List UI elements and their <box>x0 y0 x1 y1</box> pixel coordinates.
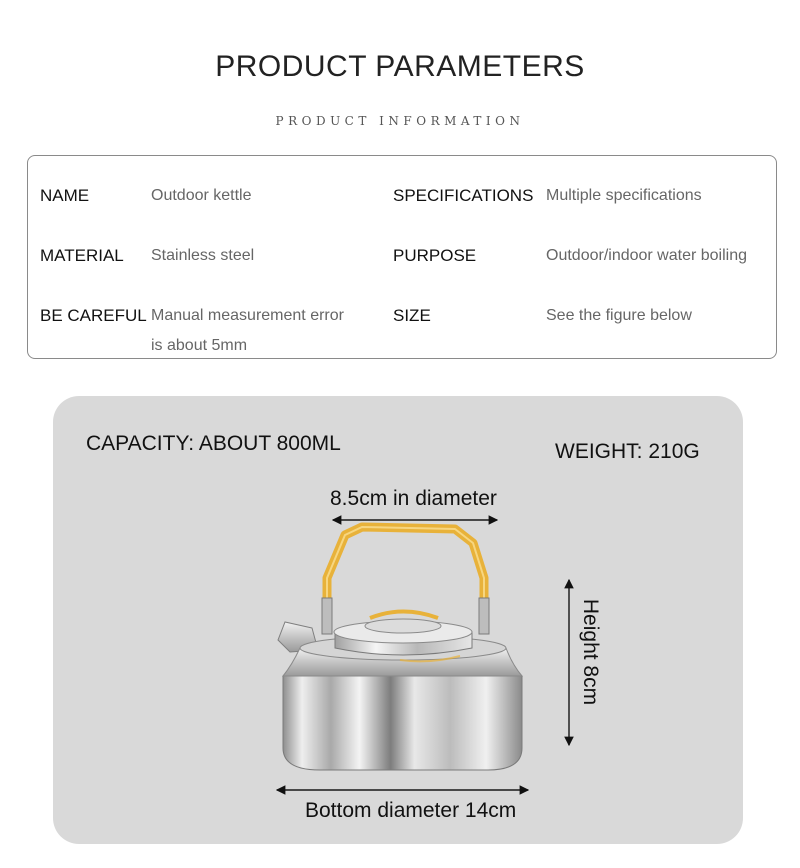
specifications-value: Multiple specifications <box>546 187 702 204</box>
kettle-body <box>283 676 522 770</box>
size-value: See the figure below <box>546 307 692 324</box>
name-value: Outdoor kettle <box>151 187 252 204</box>
purpose-value: Outdoor/indoor water boiling <box>546 247 748 264</box>
capacity-text: CAPACITY: ABOUT 800ML <box>86 432 341 455</box>
bottom-diameter-text: Bottom diameter 14cm <box>305 799 517 822</box>
name-label: NAME <box>40 186 90 205</box>
specifications-label: SPECIFICATIONS <box>393 186 534 205</box>
be-careful-value-line1: Manual measurement error <box>151 307 344 324</box>
purpose-label: PURPOSE <box>393 246 477 265</box>
be-careful-label: BE CAREFUL <box>40 306 147 325</box>
weight-text: WEIGHT: 210G <box>555 440 700 463</box>
page-title: PRODUCT PARAMETERS <box>215 50 585 83</box>
be-careful-value-line2: is about 5mm <box>151 337 248 354</box>
height-text: Height 8cm <box>579 598 602 706</box>
lid-knob <box>370 612 438 619</box>
size-label: SIZE <box>393 306 431 325</box>
handle <box>327 527 484 612</box>
material-label: MATERIAL <box>40 246 124 265</box>
page-subtitle: PRODUCT INFORMATION <box>275 114 525 128</box>
material-value: Stainless steel <box>151 247 255 264</box>
top-diameter-text: 8.5cm in diameter <box>330 487 497 510</box>
